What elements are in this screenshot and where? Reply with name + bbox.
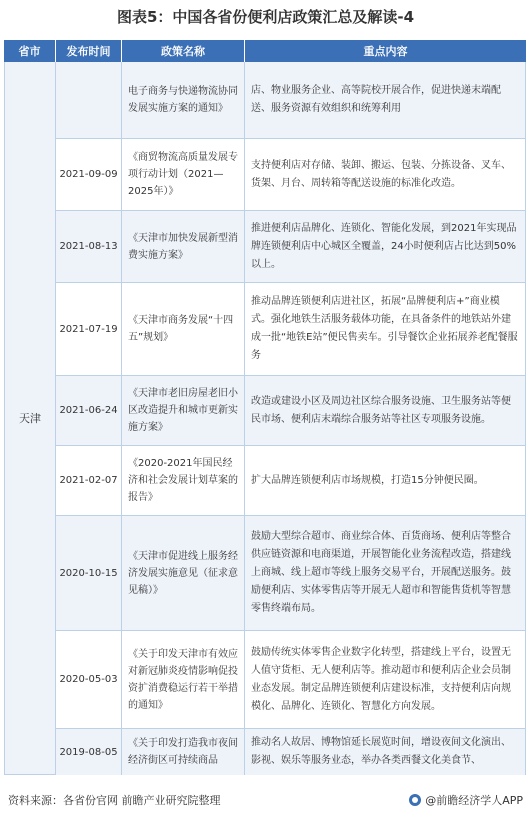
table-row [56,516,526,631]
policy-cell: 《天津市加快发展新型消费实施方案》 [122,211,245,282]
date-cell: 2021-07-19 [56,283,122,375]
brand-label: @前瞻经济学人APP [425,794,523,807]
date-cell [56,62,122,138]
policy-cell: 《天津市商务发展“十四五”规划》 [122,283,245,375]
brand-logo-icon [409,794,421,806]
policy-cell: 《2020-2021年国民经济和社会发展计划草案的报告》 [122,446,245,515]
policy-cell: 《关于印发打造我市夜间经济街区可持续商品 [122,729,245,775]
table-row [56,446,526,516]
date-cell: 2020-10-15 [56,516,122,630]
content-cell: 改造或建设小区及周边社区综合服务设施、卫生服务站等便民市场、便利店末端综合服务站等社区专项服务设施。 [245,376,526,445]
header-content: 重点内容 [363,45,408,58]
content-cell: 推动品牌连锁便利店进社区，拓展“品牌便利店+”商业模式。强化地铁生活服务载体功能，在具备条件的地铁站外建成一批“地铁E站”便民售卖车。引导餐饮企业拓展养老配餐服务 [245,283,526,375]
table-row [56,376,526,446]
table-row [56,283,526,376]
date-cell: 2021-08-13 [56,211,122,282]
content-cell: 鼓励大型综合超市、商业综合体、百货商场、便利店等整合供应链资源和电商渠道，开展智能化业务流程改造，搭建线上商城、线上超市等线上服务交易平台，开展配送服务。鼓励便利店、实体零售店等开展无人超市和智能售货机等智慧零售终端布局。 [245,516,526,630]
header-province: 省市 [4,40,56,62]
date-cell: 2021-06-24 [56,376,122,445]
page-title: 图表5：中国各省份便利店政策汇总及解读-4 [116,8,415,26]
table-header [4,40,526,62]
policy-cell: 《天津市促进线上服务经济发展实施意见（征求意见稿）》 [122,516,245,630]
table-row [56,139,526,211]
source-note: 资料来源：各省份官网 前瞻产业研究院整理 [8,794,221,807]
date-cell: 2019-08-05 [56,729,122,775]
table-row [56,62,526,139]
content-cell: 扩大品牌连锁便利店市场规模，打造15分钟便民圈。 [245,446,526,515]
header-policy: 政策名称 [122,40,245,62]
content-cell: 鼓励传统实体零售企业数字化转型，搭建线上平台，设置无人值守货柜、无人便利店等。推动超市和便利店企业会员制业态发展。制定品牌连锁便利店建设标准，支持便利店向规模化、品牌化、连锁化、智慧化方向发展。 [245,631,526,728]
policy-cell: 电子商务与快递物流协同发展实施方案的通知》 [122,62,245,138]
content-cell: 推动名人故居、博物馆延长展览时间，增设夜间文化演出、影视、娱乐等服务业态，举办各类西餐文化美食节、 [245,729,526,775]
brand [409,792,523,808]
footer [8,792,523,808]
province-cell: 天津 [4,62,56,775]
policy-cell: 《天津市老旧房屋老旧小区改造提升和城市更新实施方案》 [122,376,245,445]
table-body [4,62,526,775]
content-cell: 店、物业服务企业、高等院校开展合作，促进快递末端配送、服务资源有效组织和统筹利用 [245,62,526,138]
table-rows [56,62,526,775]
policy-cell: 《商贸物流高质量发展专项行动计划（2021—2025年）》 [122,139,245,210]
header-date: 发布时间 [56,40,122,62]
date-cell: 2021-02-07 [56,446,122,515]
content-cell: 支持便利店对存储、装卸、搬运、包装、分拣设备、叉车、货架、月台、周转箱等配送设施的标准化改造。 [245,139,526,210]
policy-table [4,40,526,775]
date-cell: 2021-09-09 [56,139,122,210]
table-row [56,211,526,283]
policy-cell: 《关于印发天津市有效应对新冠肺炎疫情影响促投资扩消费稳运行若干举措的通知》 [122,631,245,728]
content-cell: 推进便利店品牌化、连锁化、智能化发展，到2021年实现品牌连锁便利店中心城区全覆盖，24小时便利店占比达到50%以上。 [245,211,526,282]
date-cell: 2020-05-03 [56,631,122,728]
table-row [56,631,526,729]
table-row [56,729,526,775]
